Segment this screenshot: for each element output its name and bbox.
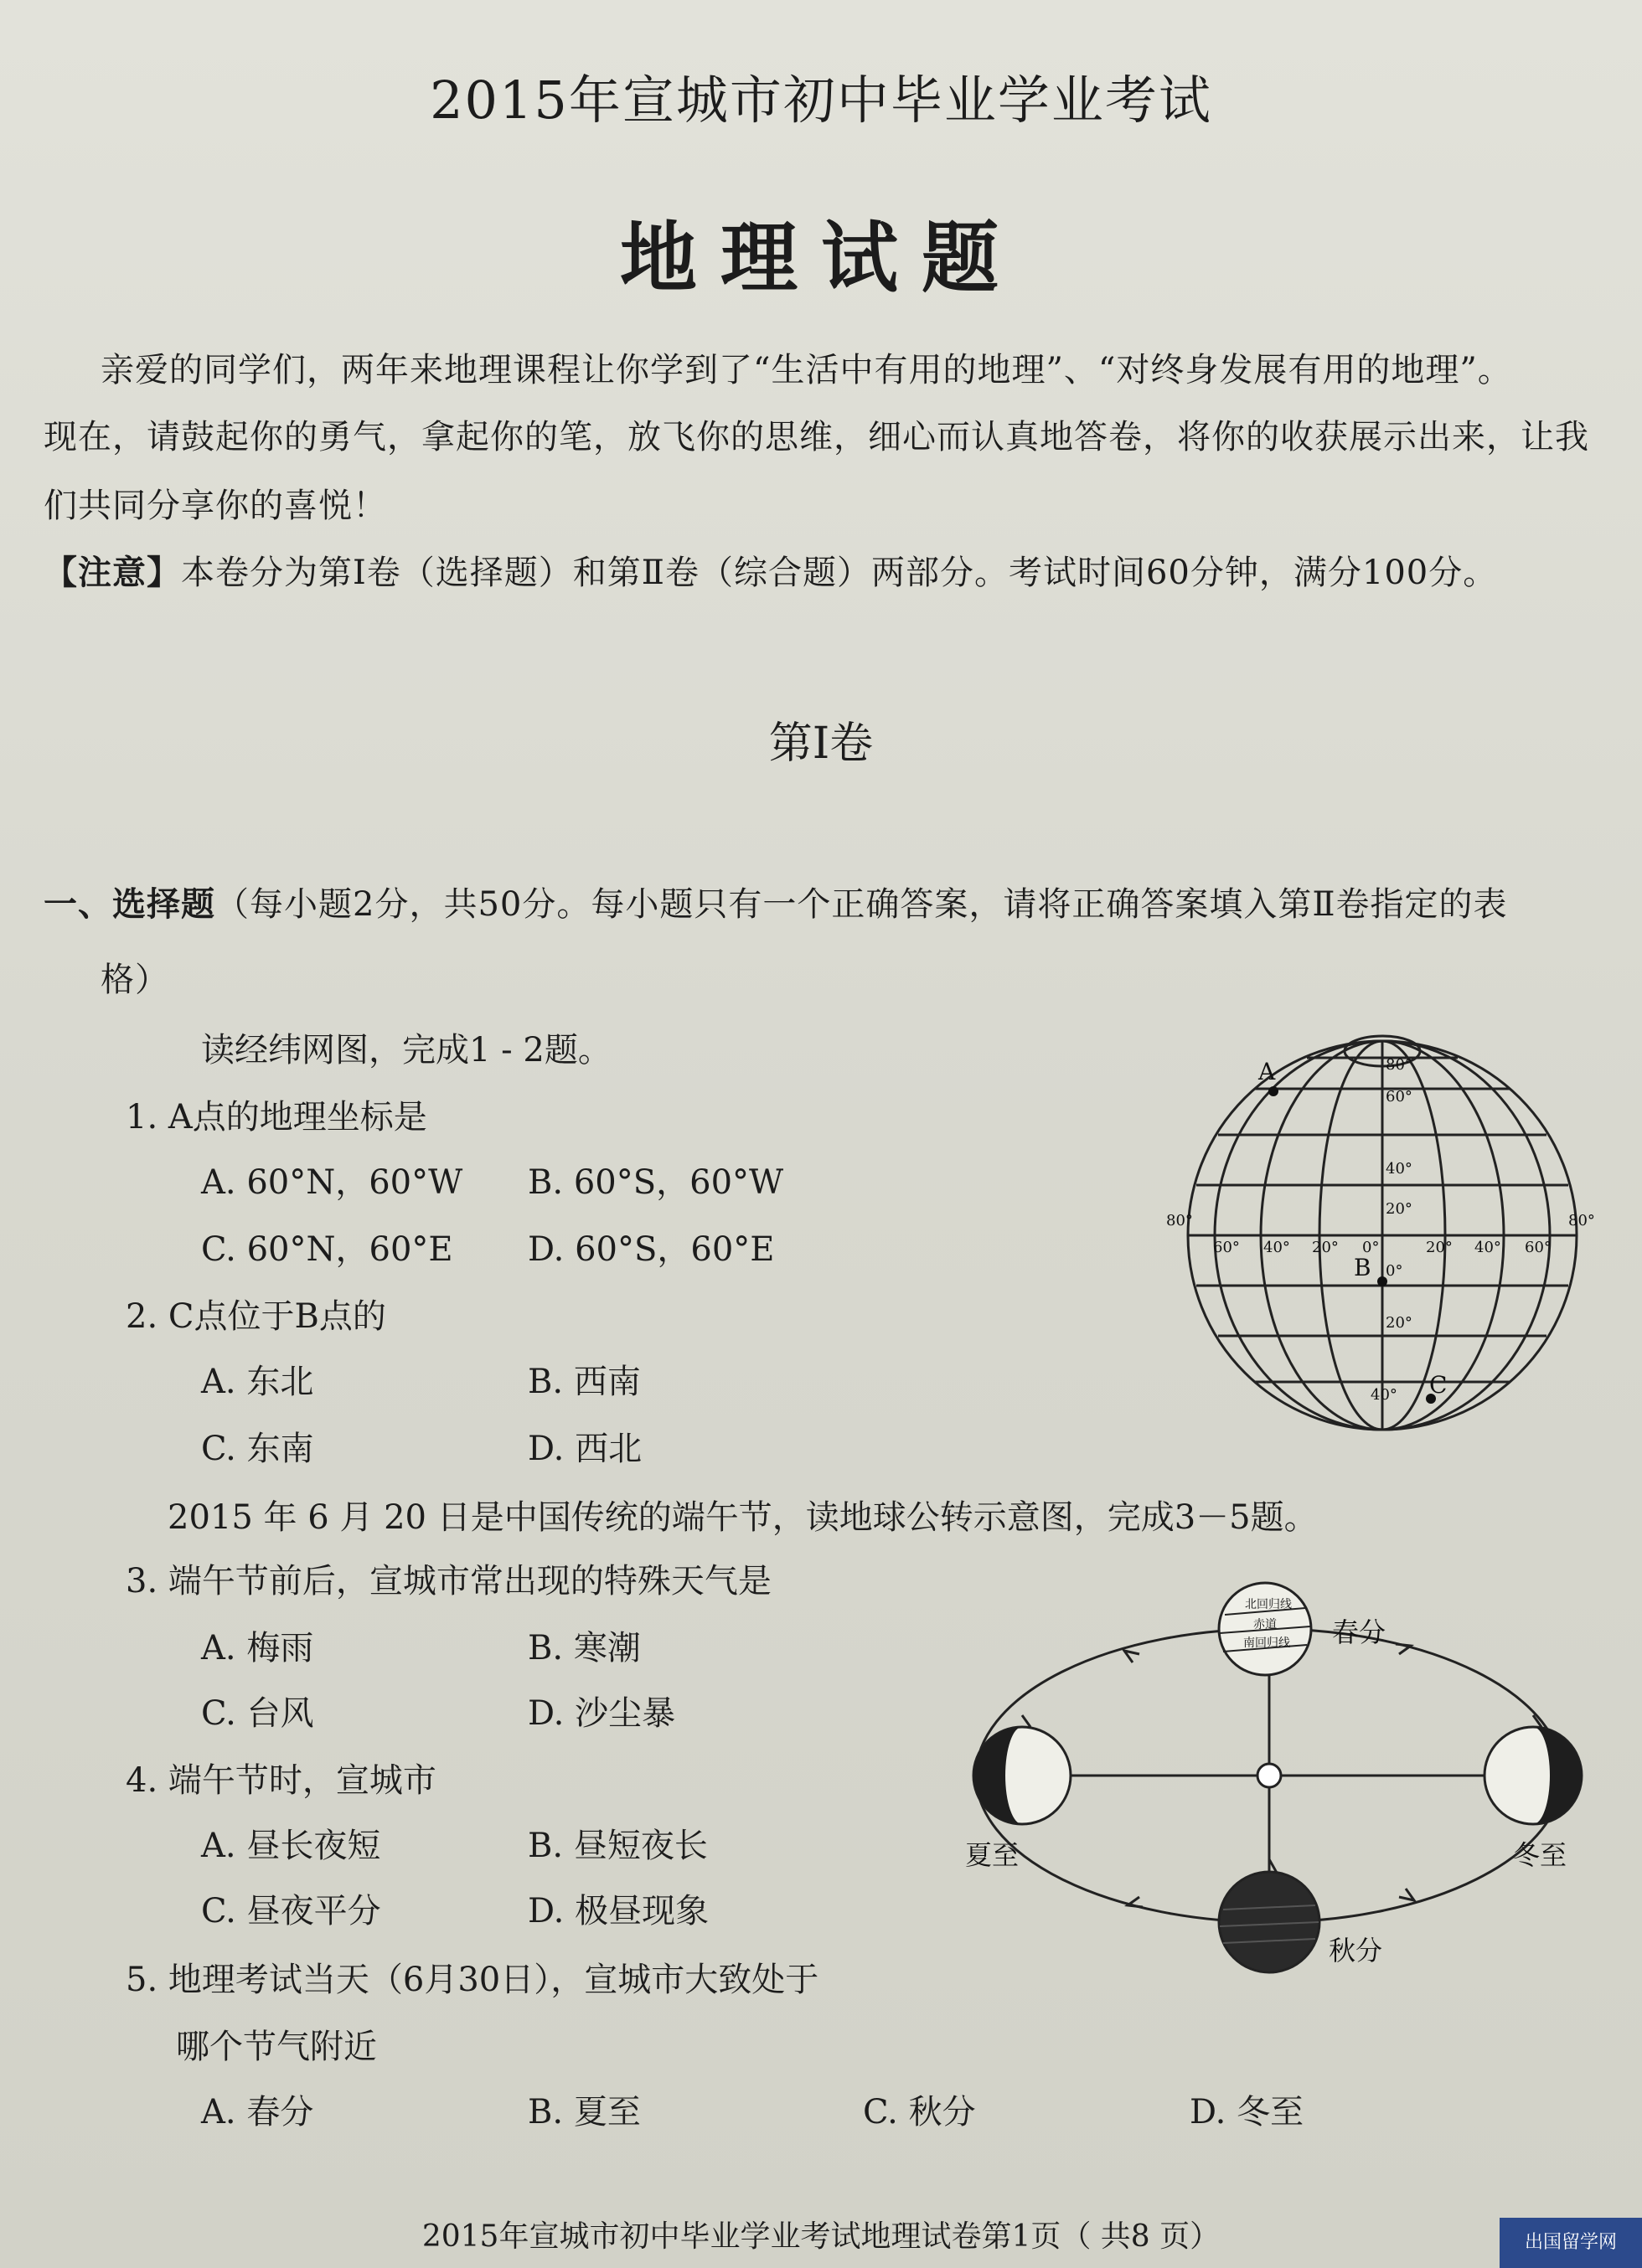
site-watermark-logo: 出国留学网	[1500, 2218, 1642, 2268]
q2-option-b[interactable]: B. 西南	[528, 1363, 641, 1401]
lon-label: 20°	[1426, 1239, 1453, 1256]
lon-label: 40°	[1474, 1239, 1501, 1256]
q4-option-a[interactable]: A. 昼长夜短	[201, 1827, 381, 1865]
q4-option-b[interactable]: B. 昼短夜长	[528, 1827, 708, 1865]
tropic-capricorn-label: 南回归线	[1243, 1637, 1290, 1650]
section-title: 第Ⅰ卷	[768, 719, 874, 769]
group1-intro: 读经纬网图，完成1 - 2题。	[201, 1031, 612, 1070]
q1-option-b[interactable]: B. 60°S，60°W	[528, 1163, 784, 1202]
summer-label: 夏至	[965, 1839, 1020, 1871]
point-c-label: C	[1429, 1371, 1448, 1399]
part1-instruction-cont: 格）	[101, 961, 169, 999]
winter-solstice-globe	[1485, 1715, 1582, 1824]
page-footer: 2015年宣城市初中毕业学业考试地理试卷第1页（ 共8 页）	[421, 2219, 1221, 2254]
q1-option-d[interactable]: D. 60°S，60°E	[528, 1230, 775, 1269]
q5-stem: 5. 地理考试当天（6月30日），宣城市大致处于	[126, 1961, 819, 1999]
lat-label: 40°	[1371, 1386, 1397, 1404]
intro-line-3: 们共同分享你的喜悦！	[44, 487, 387, 525]
part1-title: 一、选择题	[44, 884, 215, 924]
q3-option-d[interactable]: D. 沙尘暴	[528, 1694, 676, 1733]
globe-graticule-figure	[1164, 1026, 1600, 1436]
q3-option-c[interactable]: C. 台风	[201, 1694, 314, 1733]
lon-label: 0°	[1362, 1239, 1380, 1256]
q2-option-c[interactable]: C. 东南	[201, 1430, 314, 1468]
lon-label: 60°	[1525, 1239, 1552, 1256]
q1-option-a[interactable]: A. 60°N，60°W	[201, 1163, 463, 1202]
lon-label: 80°	[1166, 1212, 1193, 1229]
part1-instruction: （每小题2分，共50分。每小题只有一个正确答案，请将正确答案填入第Ⅱ卷指定的表	[215, 885, 1508, 924]
autumn-label: 秋分	[1329, 1935, 1383, 1966]
earth-orbit-figure	[930, 1575, 1608, 1985]
q2-stem: 2. C点位于B点的	[126, 1297, 386, 1336]
lon-label: 20°	[1312, 1239, 1339, 1256]
lat-label: 20°	[1386, 1200, 1412, 1218]
point-a-label: A	[1258, 1058, 1276, 1085]
q2-option-a[interactable]: A. 东北	[201, 1363, 314, 1401]
q2-option-d[interactable]: D. 西北	[528, 1430, 643, 1468]
tropic-cancer-label: 北回归线	[1245, 1598, 1292, 1611]
spring-label: 春分	[1332, 1616, 1386, 1648]
lon-label: 40°	[1263, 1239, 1290, 1256]
q5-option-b[interactable]: B. 夏至	[528, 2093, 641, 2131]
q1-option-c[interactable]: C. 60°N，60°E	[201, 1230, 453, 1269]
q1-stem: 1. A点的地理坐标是	[126, 1098, 427, 1137]
exam-title: 2015年宣城市初中毕业学业考试	[430, 70, 1212, 131]
q5-option-d[interactable]: D. 冬至	[1190, 2093, 1304, 2131]
intro-line-1: 亲爱的同学们，两年来地理课程让你学到了“生活中有用的地理”、“对终身发展有用的地理”。	[101, 351, 1512, 389]
lat-label: 20°	[1386, 1314, 1412, 1332]
q4-option-d[interactable]: D. 极昼现象	[528, 1892, 710, 1930]
equator-label: 赤道	[1253, 1618, 1277, 1631]
part1-heading	[44, 878, 1508, 925]
notice-label: 【注意】	[44, 553, 181, 592]
q4-option-c[interactable]: C. 昼夜平分	[201, 1892, 381, 1930]
notice-text: 本卷分为第Ⅰ卷（选择题）和第Ⅱ卷（综合题）两部分。考试时间60分钟，满分100分。	[181, 554, 1498, 592]
q5-option-a[interactable]: A. 春分	[201, 2093, 314, 2131]
lat-label: 80°	[1386, 1056, 1412, 1074]
lat-label: 60°	[1386, 1088, 1412, 1106]
lon-label: 60°	[1213, 1239, 1240, 1256]
q3-stem: 3. 端午节前后，宣城市常出现的特殊天气是	[126, 1562, 772, 1600]
intro-line-2: 现在，请鼓起你的勇气，拿起你的笔，放飞你的思维，细心而认真地答卷，将你的收获展示出来，让我	[44, 418, 1589, 456]
q4-stem: 4. 端午节时，宣城市	[126, 1761, 436, 1800]
point-a-marker	[1268, 1086, 1278, 1096]
point-b-label: B	[1354, 1254, 1371, 1281]
spring-equinox-globe	[1219, 1583, 1311, 1675]
q5-option-c[interactable]: C. 秋分	[863, 2093, 976, 2131]
lon-label: 80°	[1568, 1212, 1595, 1229]
lat-label: 0°	[1386, 1262, 1403, 1280]
q3-option-a[interactable]: A. 梅雨	[201, 1629, 314, 1667]
group2-intro: 2015 年 6 月 20 日是中国传统的端午节，读地球公转示意图，完成3－5题。	[168, 1498, 1318, 1537]
autumn-equinox-globe	[1219, 1859, 1319, 1972]
winter-label: 冬至	[1513, 1839, 1567, 1871]
lat-label: 40°	[1386, 1160, 1412, 1178]
q5-stem-cont: 哪个节气附近	[176, 2028, 377, 2066]
exam-subject-title: 地理试题	[619, 213, 1022, 303]
q3-option-b[interactable]: B. 寒潮	[528, 1629, 641, 1667]
notice	[44, 546, 1497, 594]
